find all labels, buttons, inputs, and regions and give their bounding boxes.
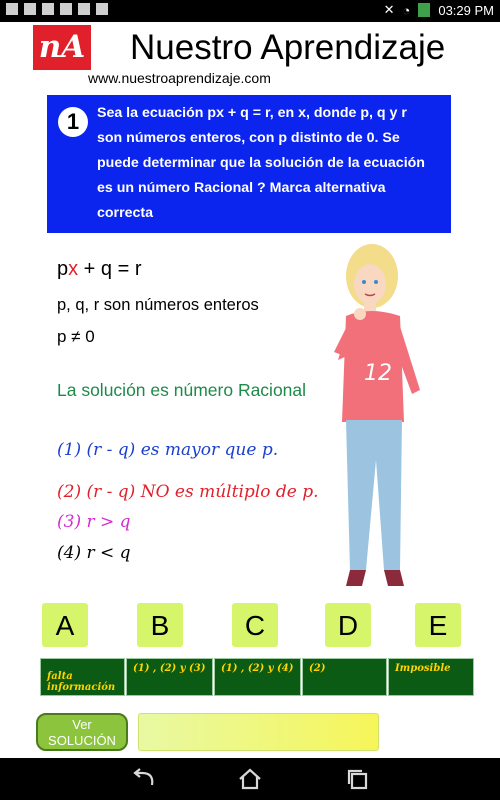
- question-line: Sea la ecuación px + q = r, en x, donde p, q y r: [97, 105, 407, 121]
- choice-c[interactable]: (1) , (2) y (4): [214, 658, 301, 696]
- ver-solucion-line2: SOLUCIÓN: [48, 733, 116, 748]
- equation-rest: + q = r: [78, 258, 142, 280]
- equation-x: x: [68, 258, 79, 280]
- fact-integers: p, q, r son números enteros: [57, 296, 259, 314]
- question-line: puede determinar que la solución de la ecuación: [97, 155, 425, 171]
- home-icon[interactable]: [236, 767, 264, 791]
- answer-button-b[interactable]: B: [137, 603, 183, 647]
- back-icon[interactable]: [130, 767, 158, 791]
- fact-p-nonzero: p ≠ 0: [57, 327, 95, 346]
- notification-icon: [96, 3, 108, 15]
- option-4: (4) r < q: [57, 543, 131, 563]
- navigation-bar: [0, 758, 500, 800]
- question-line: correcta: [97, 205, 153, 221]
- equation-p: p: [57, 258, 69, 280]
- choice-b[interactable]: (1) , (2) y (3): [126, 658, 213, 696]
- choice-d[interactable]: (2): [302, 658, 387, 696]
- option-3: (3) r > q: [57, 512, 131, 532]
- question-box: [47, 95, 451, 233]
- notification-icon: [42, 3, 54, 15]
- recent-apps-icon[interactable]: [344, 767, 372, 791]
- answer-button-c[interactable]: C: [232, 603, 278, 647]
- conclusion-text: La solución es número Racional: [57, 380, 307, 400]
- notification-icon: [24, 3, 36, 15]
- website-url: www.nuestroaprendizaje.com: [88, 70, 271, 86]
- app-title: Nuestro Aprendizaje: [130, 28, 446, 67]
- signal-icon: ✕: [383, 2, 395, 17]
- solution-display-field[interactable]: [138, 713, 379, 751]
- option-2: (2) (r - q) NO es múltiplo de p.: [57, 482, 319, 502]
- question-line: son números enteros, con p distinto de 0. Se: [97, 130, 400, 146]
- notification-icon: [78, 3, 90, 15]
- option-1: (1) (r - q) es mayor que p.: [57, 440, 279, 460]
- status-bar: [0, 0, 500, 22]
- answer-button-e[interactable]: E: [415, 603, 461, 647]
- ver-solucion-button[interactable]: [36, 713, 128, 751]
- choice-a[interactable]: falta información: [40, 658, 125, 696]
- question-text: [97, 101, 447, 226]
- notification-icon: [60, 3, 72, 15]
- wifi-icon: ◔: [402, 2, 411, 18]
- svg-text:12: 12: [364, 361, 392, 386]
- question-number: 1: [58, 107, 88, 137]
- equation: [57, 258, 142, 281]
- ver-solucion-line1: Ver: [72, 717, 92, 732]
- choice-e[interactable]: Imposible: [388, 658, 474, 696]
- notification-icons: [6, 3, 108, 15]
- question-line: es un número Racional ? Marca alternativa: [97, 180, 386, 196]
- clock: 03:29 PM: [438, 2, 494, 18]
- girl-illustration: [320, 240, 440, 600]
- notification-icon: [6, 3, 18, 15]
- answer-button-a[interactable]: A: [42, 603, 88, 647]
- answer-button-d[interactable]: D: [325, 603, 371, 647]
- app-logo: nA: [33, 25, 91, 70]
- battery-icon: [418, 3, 430, 17]
